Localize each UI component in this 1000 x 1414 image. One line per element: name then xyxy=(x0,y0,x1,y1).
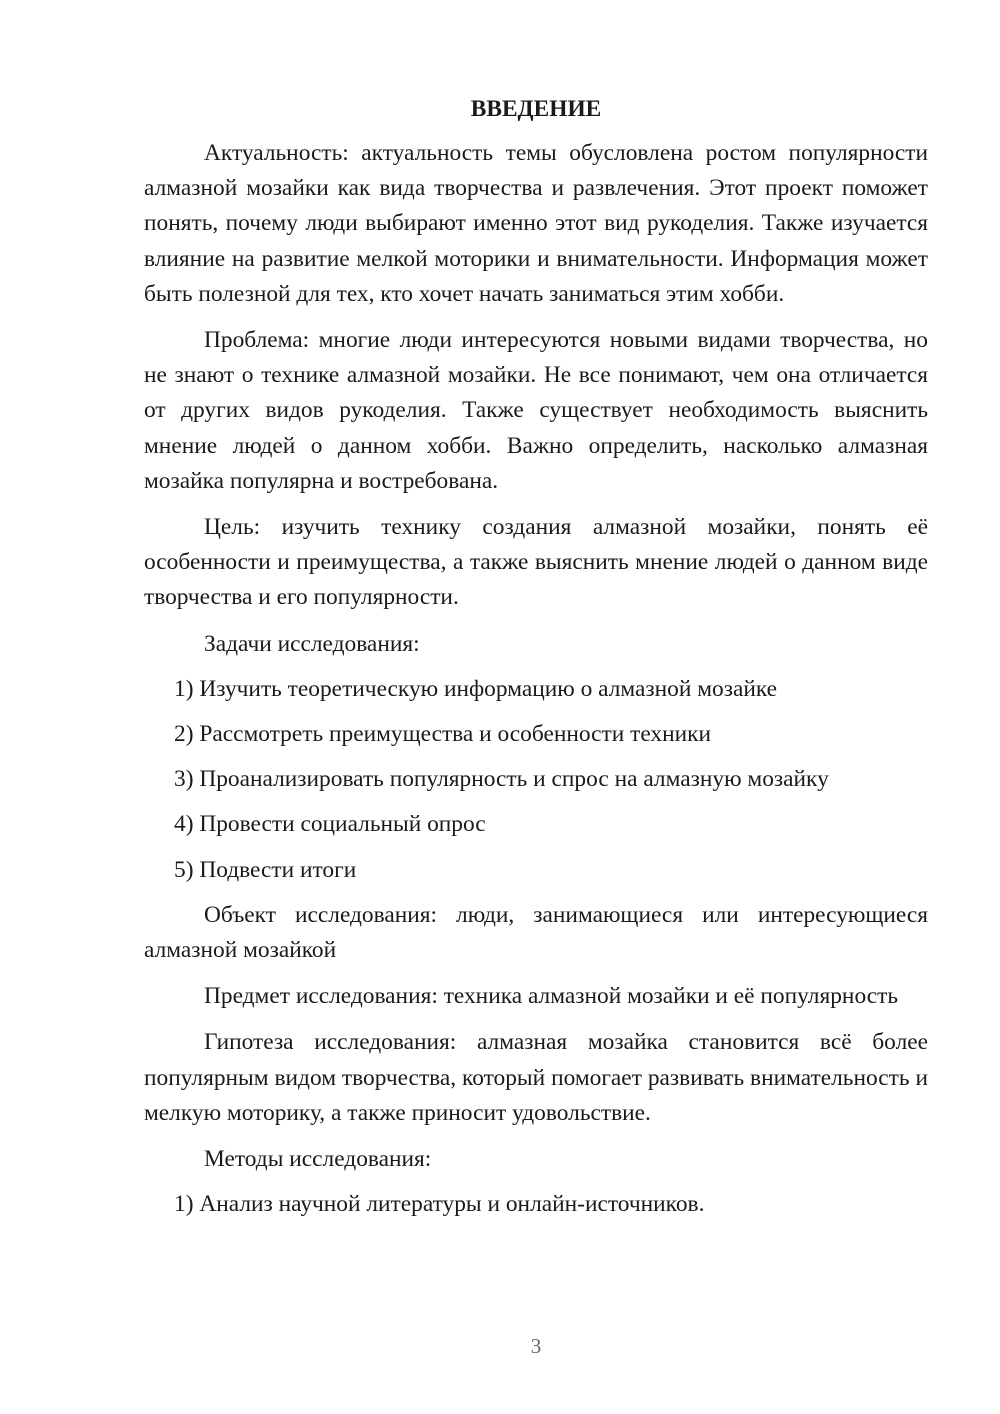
task-item: 3) Проанализировать популярность и спрос на алмазную мозайку xyxy=(174,766,829,793)
tasks-list xyxy=(144,672,928,888)
subject-paragraph: Предмет исследования: техника алмазной мозайки и её популярность xyxy=(204,983,898,1010)
page-content xyxy=(144,94,928,1232)
methods-list xyxy=(144,1187,928,1222)
hypothesis-paragraph: Гипотеза исследования: алмазная мозайка становится всё более популярным видом творчества, который помогает развивать внимательность и мелкую моторику, а также приносит удовольствие. xyxy=(144,1029,928,1126)
method-item: 1) Анализ научной литературы и онлайн-источников. xyxy=(174,1191,705,1218)
task-item: 1) Изучить теоретическую информацию о алмазной мозайке xyxy=(174,675,778,702)
object-paragraph: Объект исследования: люди, занимающиеся или интересующиеся алмазной мозайкой xyxy=(144,901,928,964)
methods-heading: Методы исследования: xyxy=(204,1146,432,1173)
tasks-heading: Задачи исследования: xyxy=(204,630,420,657)
task-item: 2) Рассмотреть преимущества и особенности техники xyxy=(174,721,712,748)
task-item: 5) Подвести итоги xyxy=(174,856,357,883)
relevance-paragraph: Актуальность: актуальность темы обусловлена ростом популярности алмазной мозайки как вида творчества и развлечения. Этот проект поможет понять, почему люди выбирают именно этот вид рукоделия. Также изучается влияние на развитие мелкой моторики и внимательности. Информация может быть полезной для тех, кто хочет начать заниматься этим хобби. xyxy=(144,140,928,307)
goal-paragraph: Цель: изучить технику создания алмазной мозайки, понять её особенности и преимущества, а также выяснить мнение людей о данном виде творчества и его популярности. xyxy=(144,514,928,611)
page-title: ВВЕДЕНИЕ xyxy=(470,96,602,122)
page-number: 3 xyxy=(530,1334,542,1358)
task-item: 4) Провести социальный опрос xyxy=(174,811,486,838)
problem-paragraph: Проблема: многие люди интересуются новыми видами творчества, но не знают о технике алмазной мозайки. Не все понимают, чем она отличается от других видов рукоделия. Также существует необходимость выяснить мнение людей о данном хобби. Важно определить, насколько алмазная мозайка популярна и востребована. xyxy=(144,327,928,494)
